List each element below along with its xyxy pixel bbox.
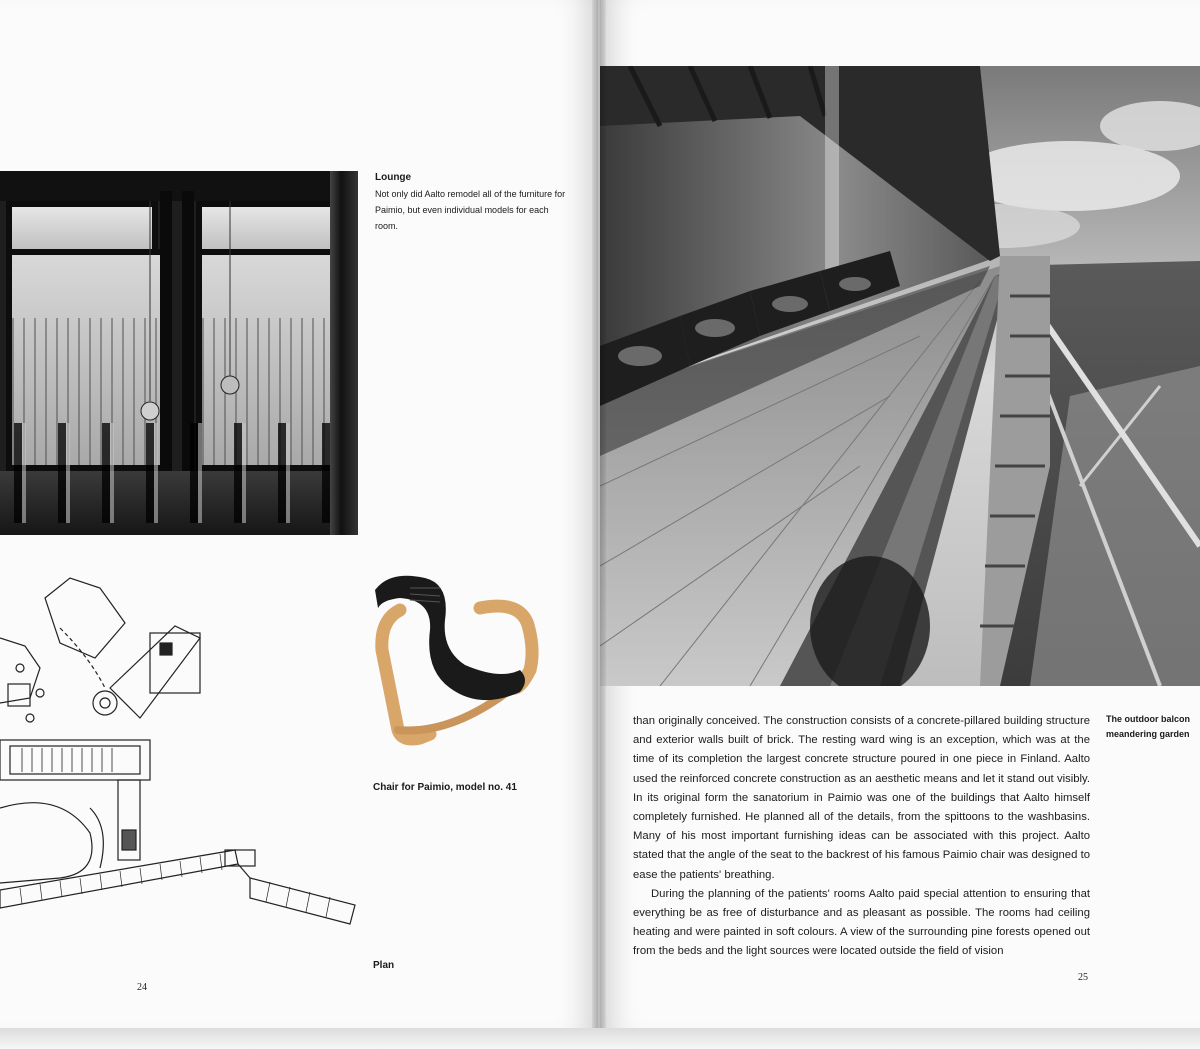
lounge-caption-text: Not only did Aalto remodel all of the furniture for Paimio, but even individual models for each room.: [375, 189, 566, 231]
site-plan-drawing: [0, 568, 370, 968]
right-page: [600, 0, 1200, 1030]
page-number-right: 25: [1078, 972, 1088, 983]
body-text: [633, 712, 1090, 962]
lounge-caption-title: Lounge: [375, 172, 412, 183]
chair-caption: Chair for Paimio, model no. 41: [373, 782, 517, 793]
balcony-caption-line-2: meandering garden: [1106, 729, 1190, 739]
book-bottom-edge: [0, 1028, 1200, 1049]
balcony-caption: [1106, 712, 1200, 742]
left-page: [0, 0, 598, 1030]
plan-caption: Plan: [373, 960, 395, 971]
body-paragraph-1: than originally conceived. The construction consists of a concrete-pillared building structure and exterior walls built of brick. The resting ward wing is an exception, which was at the time of its completion the largest concrete structure poured in one piece in Finland. Aalto used the reinforced concrete construction as an aesthetic means and let it stand out visibly. In its original form the sanatorium in Paimio was one of the buildings that Aalto himself completely furnished. He planned all of the details, from the spittoons to the washbasins. Many of his most important furnishing ideas can be associated with this project. Aalto stated that the angle of the seat to the backrest of his famous Paimio chair was designed to ease the patients' breathing.: [633, 715, 1090, 881]
lounge-lamps: [0, 171, 358, 535]
lounge-photo: [0, 171, 358, 535]
balcony-photo-drawing: [600, 66, 1200, 686]
balcony-photo: [600, 66, 1200, 686]
balcony-caption-line-1: The outdoor balcon: [1106, 714, 1190, 724]
paimio-chair-illustration: [370, 570, 540, 750]
book-gutter: [592, 0, 606, 1030]
page-number-left: 24: [137, 982, 147, 993]
body-paragraph-2: During the planning of the patients' rooms Aalto paid special attention to ensuring that everything be as free of disturbance and as pleasant as possible. The rooms had ceiling heating and were painted in soft colours. A view of the surrounding pine forests opened out from the beds and the light sources were located outside the field of vision: [633, 887, 1090, 958]
